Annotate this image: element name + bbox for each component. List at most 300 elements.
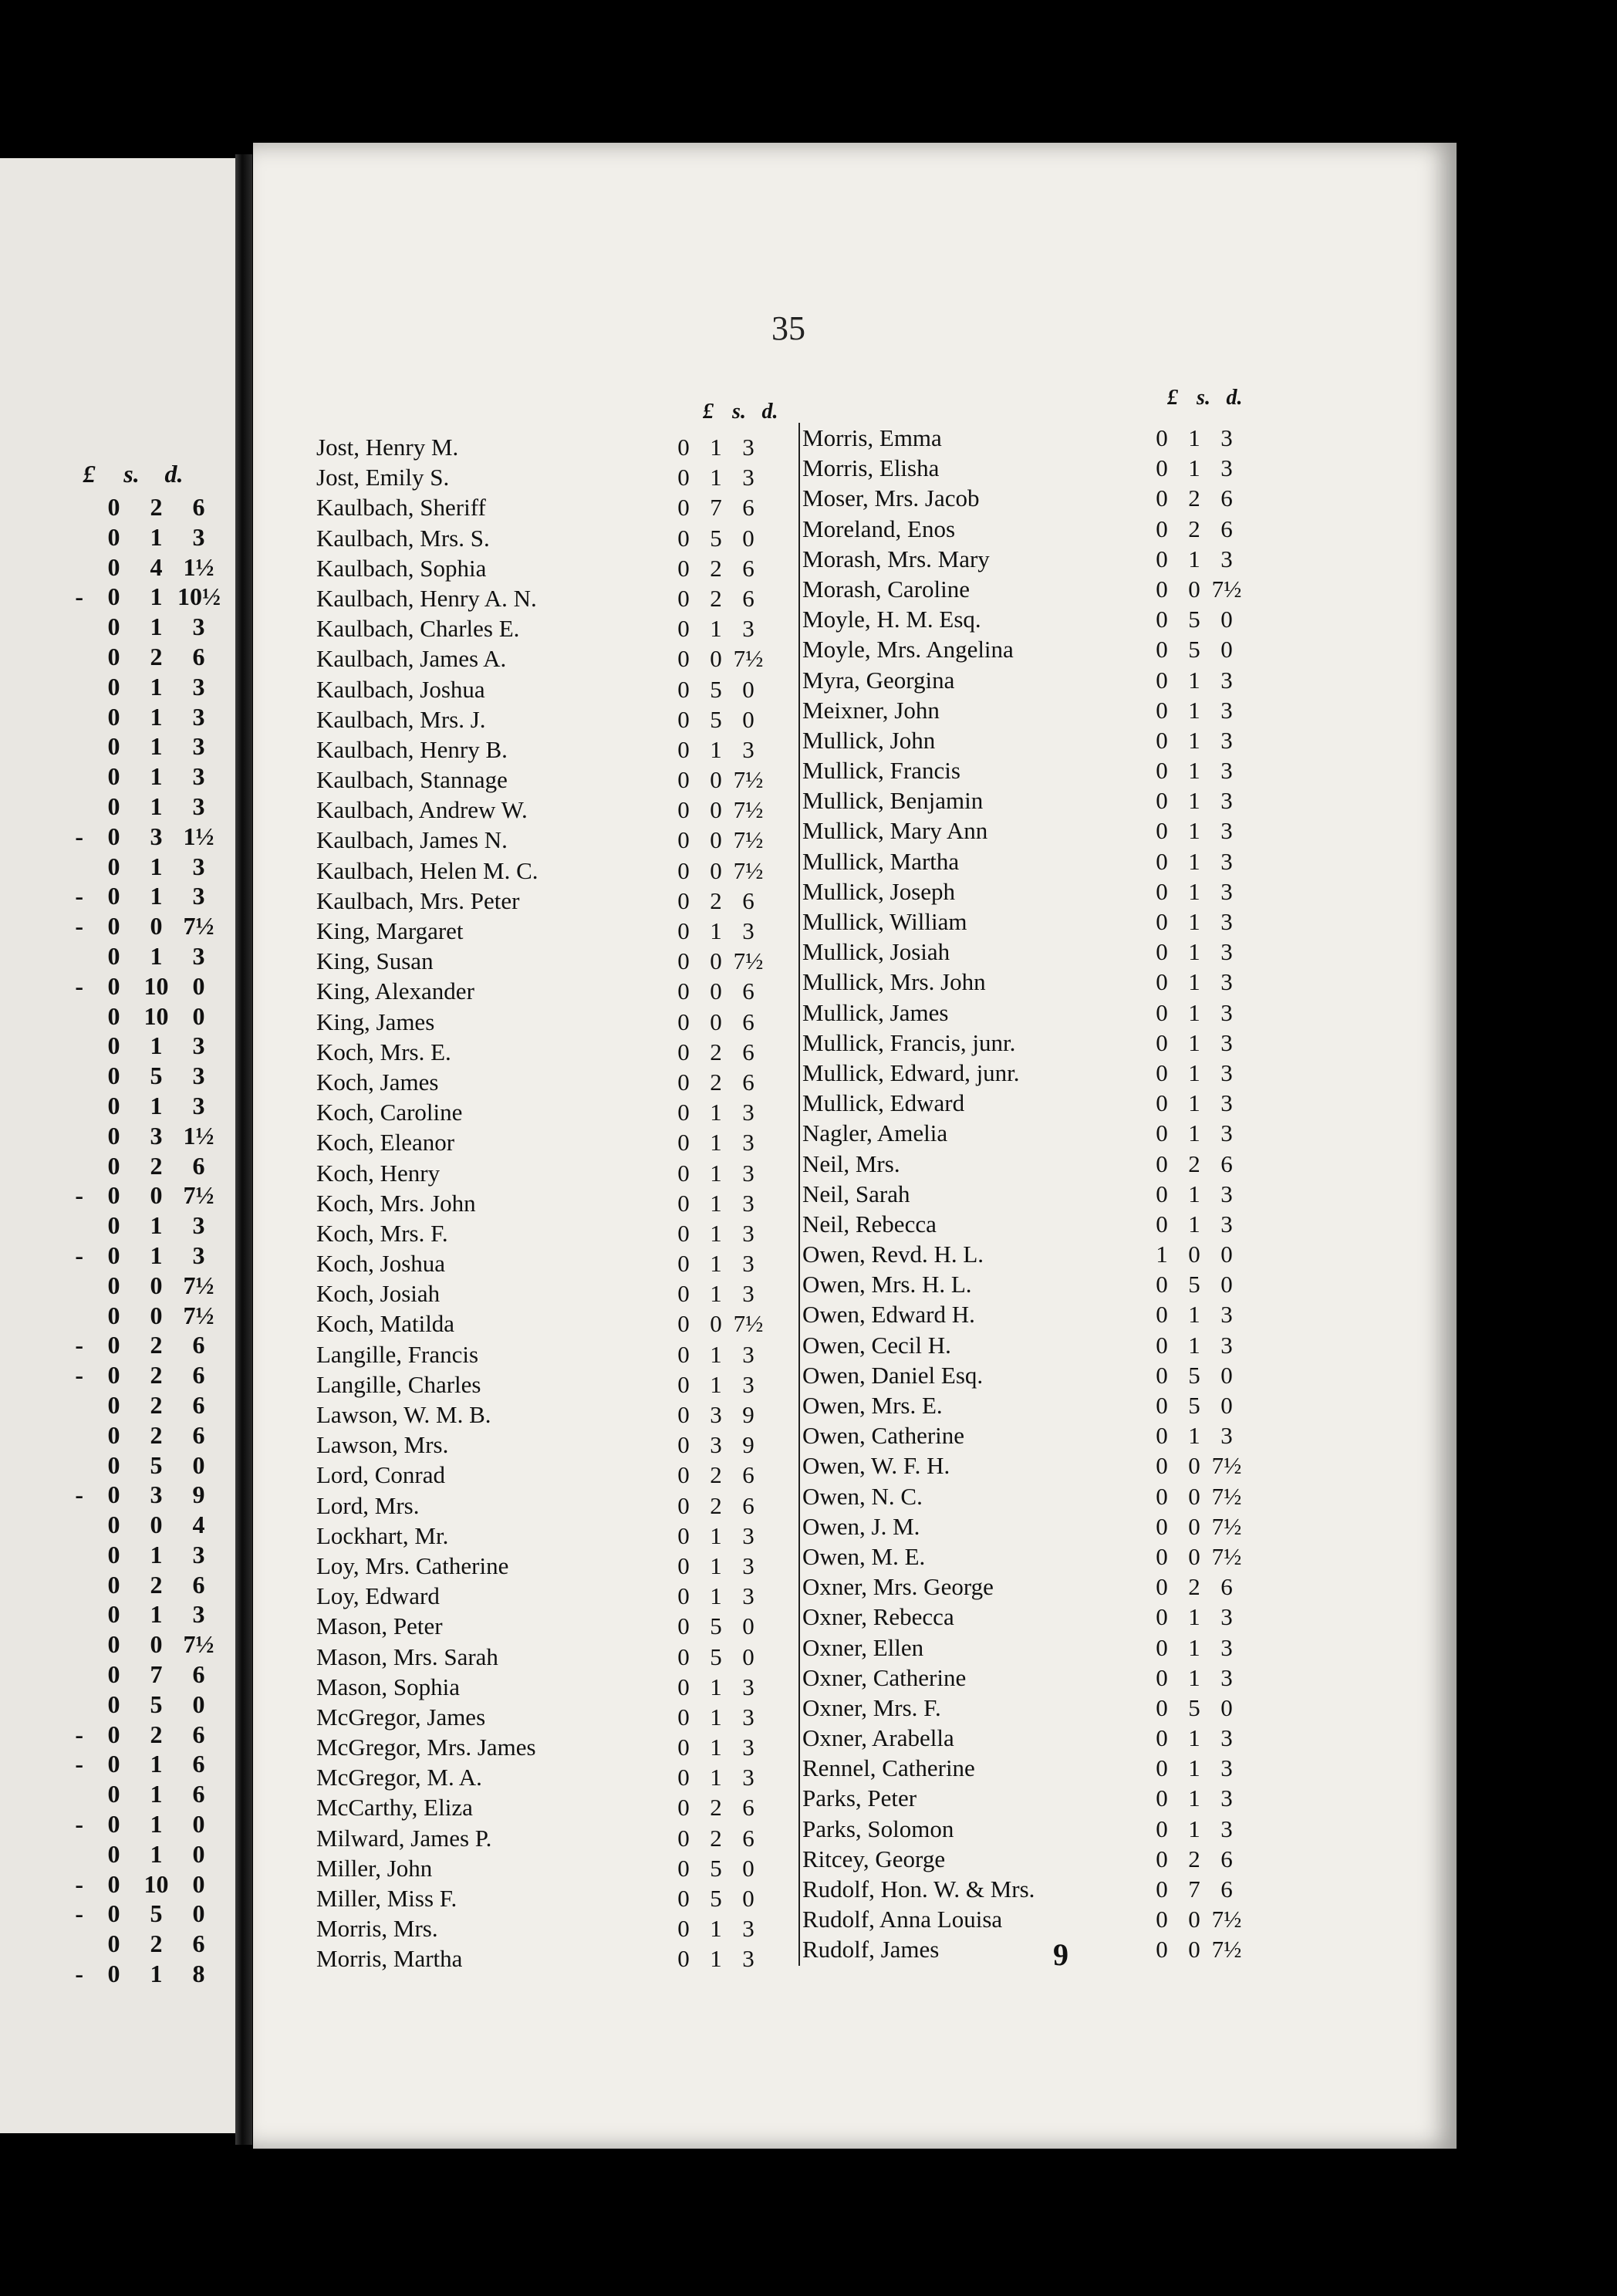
subscriber-row xyxy=(802,1269,1243,1299)
pence-value: 3 xyxy=(192,852,205,880)
subscriber-name: Meixner, John xyxy=(802,696,940,724)
pence-value: 3 xyxy=(1220,968,1233,996)
shillings-value: 1 xyxy=(150,1091,163,1119)
shillings-value: 10 xyxy=(143,971,169,1000)
pounds-value: 0 xyxy=(1156,908,1168,935)
pence-value: 0 xyxy=(742,524,754,552)
shillings-value: 5 xyxy=(710,705,722,733)
subscriber-row xyxy=(802,1179,1243,1209)
shillings-value: 2 xyxy=(1188,1573,1200,1601)
pounds-value: 0 xyxy=(107,852,120,880)
pence-value: 3 xyxy=(742,1521,754,1549)
subscriber-name: Owen, Mrs. H. L. xyxy=(802,1271,972,1298)
amount-row xyxy=(54,1869,239,1899)
dash-mark xyxy=(54,492,93,522)
pounds-value: 0 xyxy=(107,762,120,791)
subscriber-row xyxy=(316,946,765,976)
subscriber-name: Oxner, Mrs. F. xyxy=(802,1693,941,1721)
subscriber-row xyxy=(316,825,765,855)
subscriber-name: Owen, J. M. xyxy=(802,1512,920,1540)
shillings-value: 0 xyxy=(710,977,722,1005)
dash-mark: - xyxy=(75,582,83,611)
pounds-value: 0 xyxy=(677,1008,690,1035)
pounds-value: 0 xyxy=(107,1062,120,1090)
pounds-value: 0 xyxy=(107,642,120,670)
dash-mark xyxy=(54,761,93,792)
subscriber-name: Jost, Emily S. xyxy=(316,464,450,491)
subscriber-row xyxy=(316,1369,765,1400)
pounds-value: 0 xyxy=(677,1189,690,1217)
pounds-value: 0 xyxy=(107,792,120,820)
pounds-value: 0 xyxy=(677,1582,690,1610)
column-a-header xyxy=(693,400,785,424)
shillings-value: 0 xyxy=(710,826,722,854)
dash-mark xyxy=(54,552,93,582)
pence-value: 3 xyxy=(192,941,205,970)
pounds-value: 0 xyxy=(677,1885,690,1912)
pence-value: 6 xyxy=(742,554,754,582)
pence-value: 3 xyxy=(192,1091,205,1119)
dash-mark xyxy=(54,1210,93,1241)
pence-value: 7½ xyxy=(733,645,764,673)
subscriber-row xyxy=(802,1874,1243,1904)
shillings-value: 1 xyxy=(1188,787,1200,815)
pence-value: 3 xyxy=(1220,1331,1233,1359)
subscriber-row xyxy=(802,1814,1243,1844)
amount-row xyxy=(54,1271,239,1301)
amount-row xyxy=(54,492,239,522)
subscriber-name: Mason, Sophia xyxy=(316,1673,460,1700)
amount-row xyxy=(54,1330,239,1360)
shillings-value: 1 xyxy=(1188,1754,1200,1782)
column-divider xyxy=(798,423,800,1966)
shillings-value: 4 xyxy=(150,552,163,581)
subscriber-row xyxy=(316,856,765,886)
pounds-value: 0 xyxy=(677,645,690,673)
pence-value: 6 xyxy=(1220,1876,1233,1903)
pounds-value: 0 xyxy=(107,1810,120,1838)
amount-row xyxy=(54,1779,239,1809)
pence-value: 7½ xyxy=(1211,1906,1242,1933)
pence-header: d. xyxy=(164,460,184,488)
subscriber-name: Moyle, H. M. Esq. xyxy=(802,606,981,633)
dash-mark: - xyxy=(75,1869,83,1898)
subscriber-name: Kaulbach, Mrs. S. xyxy=(316,524,490,552)
subscriber-row xyxy=(802,1481,1243,1511)
shillings-value: 1 xyxy=(710,917,722,944)
subscriber-name: Kaulbach, Henry B. xyxy=(316,735,508,763)
shillings-value: 1 xyxy=(1188,1815,1200,1842)
amount-row xyxy=(54,1061,239,1091)
amount-row xyxy=(54,1450,239,1481)
pence-value: 7½ xyxy=(733,856,764,884)
pence-value: 7½ xyxy=(1211,1936,1242,1963)
pence-value: 1½ xyxy=(183,1121,214,1150)
shillings-value: 1 xyxy=(150,762,163,791)
dash-mark xyxy=(54,642,93,672)
subscriber-name: Oxner, Mrs. George xyxy=(802,1573,994,1601)
amount-row xyxy=(54,1151,239,1181)
shillings-value: 1 xyxy=(1188,757,1200,785)
shillings-value: 1 xyxy=(710,1582,722,1610)
pence-value: 3 xyxy=(1220,545,1233,572)
amount-row xyxy=(54,792,239,822)
pence-value: 6 xyxy=(192,1151,205,1180)
pounds-value: 0 xyxy=(677,1250,690,1278)
subscriber-row xyxy=(316,1792,765,1822)
subscriber-name: Moser, Mrs. Jacob xyxy=(802,485,980,512)
subscriber-name: Kaulbach, Henry A. N. xyxy=(316,584,537,612)
pence-value: 6 xyxy=(742,977,754,1005)
pounds-value: 0 xyxy=(107,1032,120,1060)
dash-mark xyxy=(54,1121,93,1151)
shillings-value: 5 xyxy=(710,1885,722,1912)
pence-value: 6 xyxy=(742,1008,754,1035)
pounds-value: 0 xyxy=(1156,1301,1168,1329)
pence-value: 6 xyxy=(742,1038,754,1065)
pence-header: d. xyxy=(1226,386,1243,410)
pounds-value: 0 xyxy=(677,1673,690,1700)
pence-value: 3 xyxy=(1220,1089,1233,1117)
amount-row xyxy=(54,642,239,672)
shillings-value: 2 xyxy=(150,1390,163,1419)
pence-value: 3 xyxy=(1220,726,1233,754)
pence-value: 6 xyxy=(1220,1573,1233,1601)
subscriber-name: Neil, Sarah xyxy=(802,1180,910,1207)
shillings-value: 5 xyxy=(150,1899,163,1928)
pence-value: 6 xyxy=(192,1780,205,1808)
pence-value: 0 xyxy=(1220,1693,1233,1721)
shillings-value: 1 xyxy=(1188,1119,1200,1147)
subscriber-name: Mullick, Mrs. John xyxy=(802,968,986,996)
subscriber-name: Moyle, Mrs. Angelina xyxy=(802,636,1014,663)
dash-mark xyxy=(54,1001,93,1032)
subscriber-name: Owen, Daniel Esq. xyxy=(802,1361,984,1389)
pence-value: 3 xyxy=(742,1370,754,1398)
shillings-value: 1 xyxy=(1188,1603,1200,1631)
subscriber-name: Lockhart, Mr. xyxy=(316,1521,449,1549)
pounds-value: 0 xyxy=(107,1570,120,1599)
pounds-value: 0 xyxy=(677,1370,690,1398)
pence-value: 3 xyxy=(192,732,205,761)
subscriber-row xyxy=(316,1308,765,1339)
pence-value: 3 xyxy=(1220,787,1233,815)
column-b-header xyxy=(1157,386,1250,410)
subscriber-name: Kaulbach, Helen M. C. xyxy=(316,856,538,884)
pence-value: 9 xyxy=(742,1431,754,1459)
pounds-value: 0 xyxy=(677,735,690,763)
shillings-value: 1 xyxy=(710,464,722,491)
subscriber-row xyxy=(802,544,1243,574)
pence-value: 3 xyxy=(742,1673,754,1700)
pounds-value: 0 xyxy=(107,1511,120,1539)
shillings-header: s. xyxy=(732,400,746,424)
pence-value: 3 xyxy=(742,1703,754,1730)
subscriber-name: Morash, Mrs. Mary xyxy=(802,545,990,572)
subscriber-name: Mullick, Francis, junr. xyxy=(802,1028,1016,1056)
shillings-value: 1 xyxy=(1188,1663,1200,1691)
pounds-value: 0 xyxy=(1156,1271,1168,1298)
subscriber-name: Oxner, Catherine xyxy=(802,1663,967,1691)
subscriber-row xyxy=(316,1067,765,1097)
page-number: 35 xyxy=(771,309,805,347)
amount-row xyxy=(54,1570,239,1600)
pence-value: 0 xyxy=(742,675,754,703)
subscriber-name: Mullick, Benjamin xyxy=(802,787,984,815)
subscriber-name: Owen, N. C. xyxy=(802,1482,923,1510)
pounds-value: 0 xyxy=(677,1794,690,1822)
shillings-value: 1 xyxy=(710,1129,722,1156)
dash-mark: - xyxy=(75,1960,83,1988)
pence-value: 3 xyxy=(742,1189,754,1217)
subscriber-name: Mullick, Mary Ann xyxy=(802,817,988,845)
pounds-value: 0 xyxy=(107,1839,120,1868)
subscriber-name: Oxner, Rebecca xyxy=(802,1603,954,1631)
amount-row xyxy=(54,731,239,761)
pounds-value: 0 xyxy=(1156,636,1168,663)
shillings-value: 1 xyxy=(150,1750,163,1778)
pounds-value: 0 xyxy=(107,1361,120,1389)
shillings-value: 7 xyxy=(150,1660,163,1689)
amount-row xyxy=(54,1899,239,1929)
dash-mark: - xyxy=(75,1241,83,1269)
pounds-value: 0 xyxy=(1156,1210,1168,1237)
subscriber-name: Mullick, Edward, junr. xyxy=(802,1059,1020,1086)
shillings-value: 1 xyxy=(710,1189,722,1217)
subscriber-name: King, James xyxy=(316,1008,435,1035)
amount-row xyxy=(54,822,239,852)
pounds-value: 0 xyxy=(677,1038,690,1065)
subscriber-row xyxy=(316,1943,765,1974)
shillings-value: 2 xyxy=(150,1930,163,1958)
amount-row xyxy=(54,1749,239,1779)
subscriber-row xyxy=(316,492,765,522)
pence-value: 6 xyxy=(192,1660,205,1689)
subscriber-row xyxy=(316,1007,765,1037)
subscriber-row xyxy=(802,785,1243,815)
subscriber-row xyxy=(802,998,1243,1028)
subscriber-row xyxy=(316,674,765,704)
shillings-value: 1 xyxy=(150,852,163,880)
amount-row xyxy=(54,1180,239,1210)
subscriber-row xyxy=(802,937,1243,967)
pence-value: 6 xyxy=(1220,515,1233,542)
amount-row xyxy=(54,1121,239,1151)
pounds-value: 0 xyxy=(1156,1693,1168,1721)
dash-mark: - xyxy=(75,1750,83,1778)
pence-value: 7½ xyxy=(1211,575,1242,603)
pounds-value: 0 xyxy=(1156,1119,1168,1147)
pence-value: 7½ xyxy=(183,1181,214,1210)
subscriber-name: Neil, Mrs. xyxy=(802,1150,900,1177)
subscriber-row xyxy=(316,976,765,1006)
shillings-value: 1 xyxy=(1188,1028,1200,1056)
amount-row xyxy=(54,1510,239,1540)
shillings-value: 0 xyxy=(1188,1452,1200,1480)
shillings-value: 1 xyxy=(710,1734,722,1761)
pence-value: 6 xyxy=(1220,1150,1233,1177)
pounds-value: 0 xyxy=(1156,1180,1168,1207)
pounds-value: 0 xyxy=(1156,485,1168,512)
subscriber-name: Kaulbach, Charles E. xyxy=(316,615,520,643)
pence-value: 3 xyxy=(192,1062,205,1090)
subscriber-column-a xyxy=(316,432,765,1974)
pounds-value: 0 xyxy=(107,552,120,581)
shillings-value: 1 xyxy=(150,1540,163,1568)
pounds-value: 0 xyxy=(1156,877,1168,905)
subscriber-row xyxy=(316,553,765,583)
pounds-value: 0 xyxy=(1156,726,1168,754)
shillings-value: 2 xyxy=(710,584,722,612)
pence-value: 3 xyxy=(742,464,754,491)
pounds-value: 0 xyxy=(107,1450,120,1479)
subscriber-name: Moreland, Enos xyxy=(802,515,956,542)
shillings-value: 1 xyxy=(1188,998,1200,1026)
amount-row xyxy=(54,852,239,882)
pounds-value: 0 xyxy=(1156,696,1168,724)
shillings-value: 0 xyxy=(710,947,722,975)
subscriber-row xyxy=(316,1278,765,1308)
pounds-value: 0 xyxy=(677,886,690,914)
pence-value: 3 xyxy=(192,672,205,701)
subscriber-name: Kaulbach, James A. xyxy=(316,645,507,673)
subscriber-name: King, Susan xyxy=(316,947,434,975)
pounds-value: 0 xyxy=(1156,545,1168,572)
subscriber-row xyxy=(316,765,765,795)
pence-value: 6 xyxy=(742,494,754,522)
subscriber-row xyxy=(316,1037,765,1067)
pence-value: 0 xyxy=(1220,636,1233,663)
dash-mark xyxy=(54,672,93,702)
shillings-value: 1 xyxy=(1188,424,1200,451)
pence-value: 3 xyxy=(192,1211,205,1240)
subscriber-row xyxy=(802,1783,1243,1813)
shillings-value: 1 xyxy=(1188,726,1200,754)
pence-value: 3 xyxy=(742,1551,754,1579)
shillings-value: 1 xyxy=(1188,1180,1200,1207)
subscriber-row xyxy=(316,1158,765,1188)
subscriber-name: Parks, Solomon xyxy=(802,1815,954,1842)
pence-value: 0 xyxy=(192,1869,205,1898)
shillings-value: 0 xyxy=(1188,575,1200,603)
subscriber-name: Myra, Georgina xyxy=(802,666,955,694)
amount-row xyxy=(54,1809,239,1839)
subscriber-row xyxy=(802,665,1243,695)
pounds-value: 0 xyxy=(107,1121,120,1150)
shillings-value: 0 xyxy=(710,1310,722,1338)
pence-value: 6 xyxy=(742,584,754,612)
pence-value: 3 xyxy=(1220,757,1233,785)
subscriber-row xyxy=(802,1602,1243,1632)
pence-value: 3 xyxy=(1220,877,1233,905)
amount-row xyxy=(54,1480,239,1510)
subscriber-row xyxy=(802,1541,1243,1572)
shillings-value: 2 xyxy=(710,1824,722,1852)
pence-value: 0 xyxy=(1220,1271,1233,1298)
pounds-value: 0 xyxy=(1156,938,1168,966)
dash-mark: - xyxy=(75,1810,83,1838)
shillings-value: 2 xyxy=(150,1331,163,1359)
shillings-value: 2 xyxy=(150,1151,163,1180)
pounds-value: 0 xyxy=(1156,424,1168,451)
pence-value: 3 xyxy=(192,1540,205,1568)
shillings-value: 1 xyxy=(1188,1784,1200,1812)
shillings-value: 2 xyxy=(710,1794,722,1822)
shillings-value: 1 xyxy=(150,1839,163,1868)
pence-value: 0 xyxy=(1220,606,1233,633)
shillings-value: 5 xyxy=(710,1612,722,1640)
subscriber-row xyxy=(802,453,1243,483)
subscriber-row xyxy=(316,643,765,674)
subscriber-name: Loy, Edward xyxy=(316,1582,440,1610)
pounds-value: 0 xyxy=(107,1660,120,1689)
pounds-value: 0 xyxy=(1156,1482,1168,1510)
pounds-value: 0 xyxy=(1156,1542,1168,1570)
shillings-value: 0 xyxy=(1188,1241,1200,1268)
shillings-value: 3 xyxy=(150,822,163,850)
pounds-value: 0 xyxy=(677,1129,690,1156)
subscriber-row xyxy=(802,1299,1243,1329)
amount-row xyxy=(54,1720,239,1750)
subscriber-row xyxy=(316,1339,765,1369)
pounds-value: 0 xyxy=(1156,666,1168,694)
subscriber-row xyxy=(316,1097,765,1127)
shillings-value: 1 xyxy=(150,941,163,970)
dash-mark xyxy=(54,1151,93,1181)
shillings-value: 5 xyxy=(710,1643,722,1670)
dash-mark: - xyxy=(75,912,83,940)
pence-value: 7½ xyxy=(183,1271,214,1299)
shillings-value: 1 xyxy=(710,1673,722,1700)
subscriber-name: Kaulbach, Mrs. Peter xyxy=(316,886,520,914)
shillings-value: 1 xyxy=(150,1241,163,1269)
subscriber-name: Mullick, John xyxy=(802,726,936,754)
subscriber-row xyxy=(802,1390,1243,1420)
pounds-value: 0 xyxy=(1156,787,1168,815)
subscriber-row xyxy=(802,1088,1243,1118)
shillings-value: 0 xyxy=(1188,1482,1200,1510)
pounds-value: 0 xyxy=(107,971,120,1000)
shillings-value: 0 xyxy=(710,796,722,824)
subscriber-name: Miller, Miss F. xyxy=(316,1885,457,1912)
subscriber-row xyxy=(316,583,765,613)
amount-row xyxy=(54,1690,239,1720)
subscriber-name: Owen, Catherine xyxy=(802,1422,965,1450)
shillings-value: 1 xyxy=(1188,817,1200,845)
pounds-value: 0 xyxy=(1156,998,1168,1026)
pence-value: 3 xyxy=(192,613,205,641)
amount-row xyxy=(54,1210,239,1241)
subscriber-name: Morris, Elisha xyxy=(802,454,940,482)
shillings-value: 5 xyxy=(1188,606,1200,633)
shillings-value: 1 xyxy=(1188,908,1200,935)
pence-value: 3 xyxy=(192,702,205,731)
dash-mark: - xyxy=(75,1181,83,1210)
amount-row xyxy=(54,522,239,552)
subscriber-name: Owen, Cecil H. xyxy=(802,1331,951,1359)
pence-value: 3 xyxy=(1220,1119,1233,1147)
pence-value: 3 xyxy=(1220,1815,1233,1842)
subscriber-row xyxy=(316,886,765,916)
pence-value: 6 xyxy=(192,1361,205,1389)
dash-mark xyxy=(54,852,93,882)
pounds-value: 0 xyxy=(1156,1150,1168,1177)
pence-value: 3 xyxy=(742,917,754,944)
dash-mark: - xyxy=(75,971,83,1000)
pence-value: 3 xyxy=(742,1582,754,1610)
shillings-value: 0 xyxy=(710,1008,722,1035)
shillings-value: 1 xyxy=(150,1211,163,1240)
